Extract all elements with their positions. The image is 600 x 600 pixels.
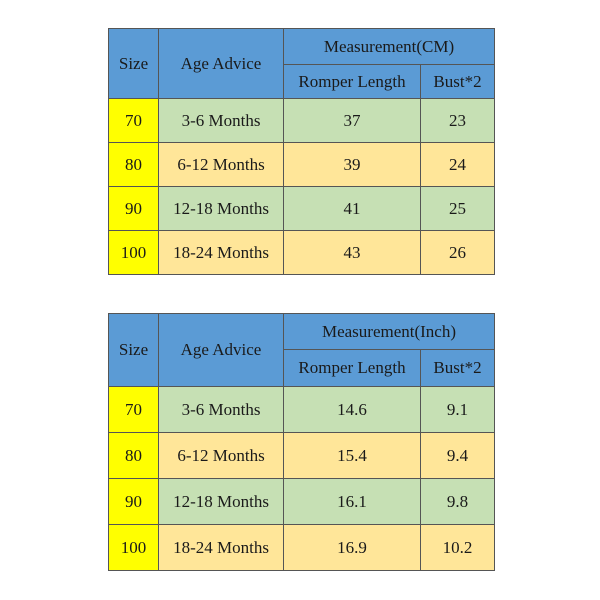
romper-length-cell: 43 [284,231,421,275]
table-row [109,525,495,571]
age-cell: 3-6 Months [159,387,284,433]
bust-header: Bust*2 [421,65,495,99]
table-row [109,99,495,143]
romper-length-header: Romper Length [284,65,421,99]
bust-cell: 9.1 [421,387,495,433]
table-row [109,187,495,231]
size-cell: 100 [109,525,159,571]
table-row [109,231,495,275]
bust-cell: 10.2 [421,525,495,571]
size-cell: 90 [109,187,159,231]
bust-cell: 9.8 [421,479,495,525]
romper-length-cell: 41 [284,187,421,231]
size-header: Size [109,29,159,99]
age-cell: 12-18 Months [159,187,284,231]
age-cell: 6-12 Months [159,433,284,479]
romper-length-cell: 15.4 [284,433,421,479]
age-cell: 6-12 Months [159,143,284,187]
romper-length-cell: 37 [284,99,421,143]
size-cell: 100 [109,231,159,275]
size-cell: 80 [109,143,159,187]
romper-length-cell: 16.1 [284,479,421,525]
size-chart-inch-table [108,313,495,571]
size-chart-cm-table [108,28,495,275]
romper-length-cell: 16.9 [284,525,421,571]
measurement-header: Measurement(CM) [284,29,495,65]
romper-length-header: Romper Length [284,350,421,387]
bust-cell: 25 [421,187,495,231]
romper-length-cell: 14.6 [284,387,421,433]
bust-cell: 26 [421,231,495,275]
bust-cell: 9.4 [421,433,495,479]
size-cell: 70 [109,387,159,433]
age-cell: 12-18 Months [159,479,284,525]
age-advice-header: Age Advice [159,29,284,99]
table-row [109,433,495,479]
bust-cell: 23 [421,99,495,143]
size-cell: 70 [109,99,159,143]
romper-length-cell: 39 [284,143,421,187]
header-row [109,314,495,350]
measurement-header: Measurement(Inch) [284,314,495,350]
bust-cell: 24 [421,143,495,187]
header-row [109,29,495,65]
age-cell: 3-6 Months [159,99,284,143]
bust-header: Bust*2 [421,350,495,387]
table-row [109,479,495,525]
size-cell: 90 [109,479,159,525]
age-advice-header: Age Advice [159,314,284,387]
age-cell: 18-24 Months [159,525,284,571]
size-cell: 80 [109,433,159,479]
table-row [109,387,495,433]
table-row [109,143,495,187]
age-cell: 18-24 Months [159,231,284,275]
size-header: Size [109,314,159,387]
